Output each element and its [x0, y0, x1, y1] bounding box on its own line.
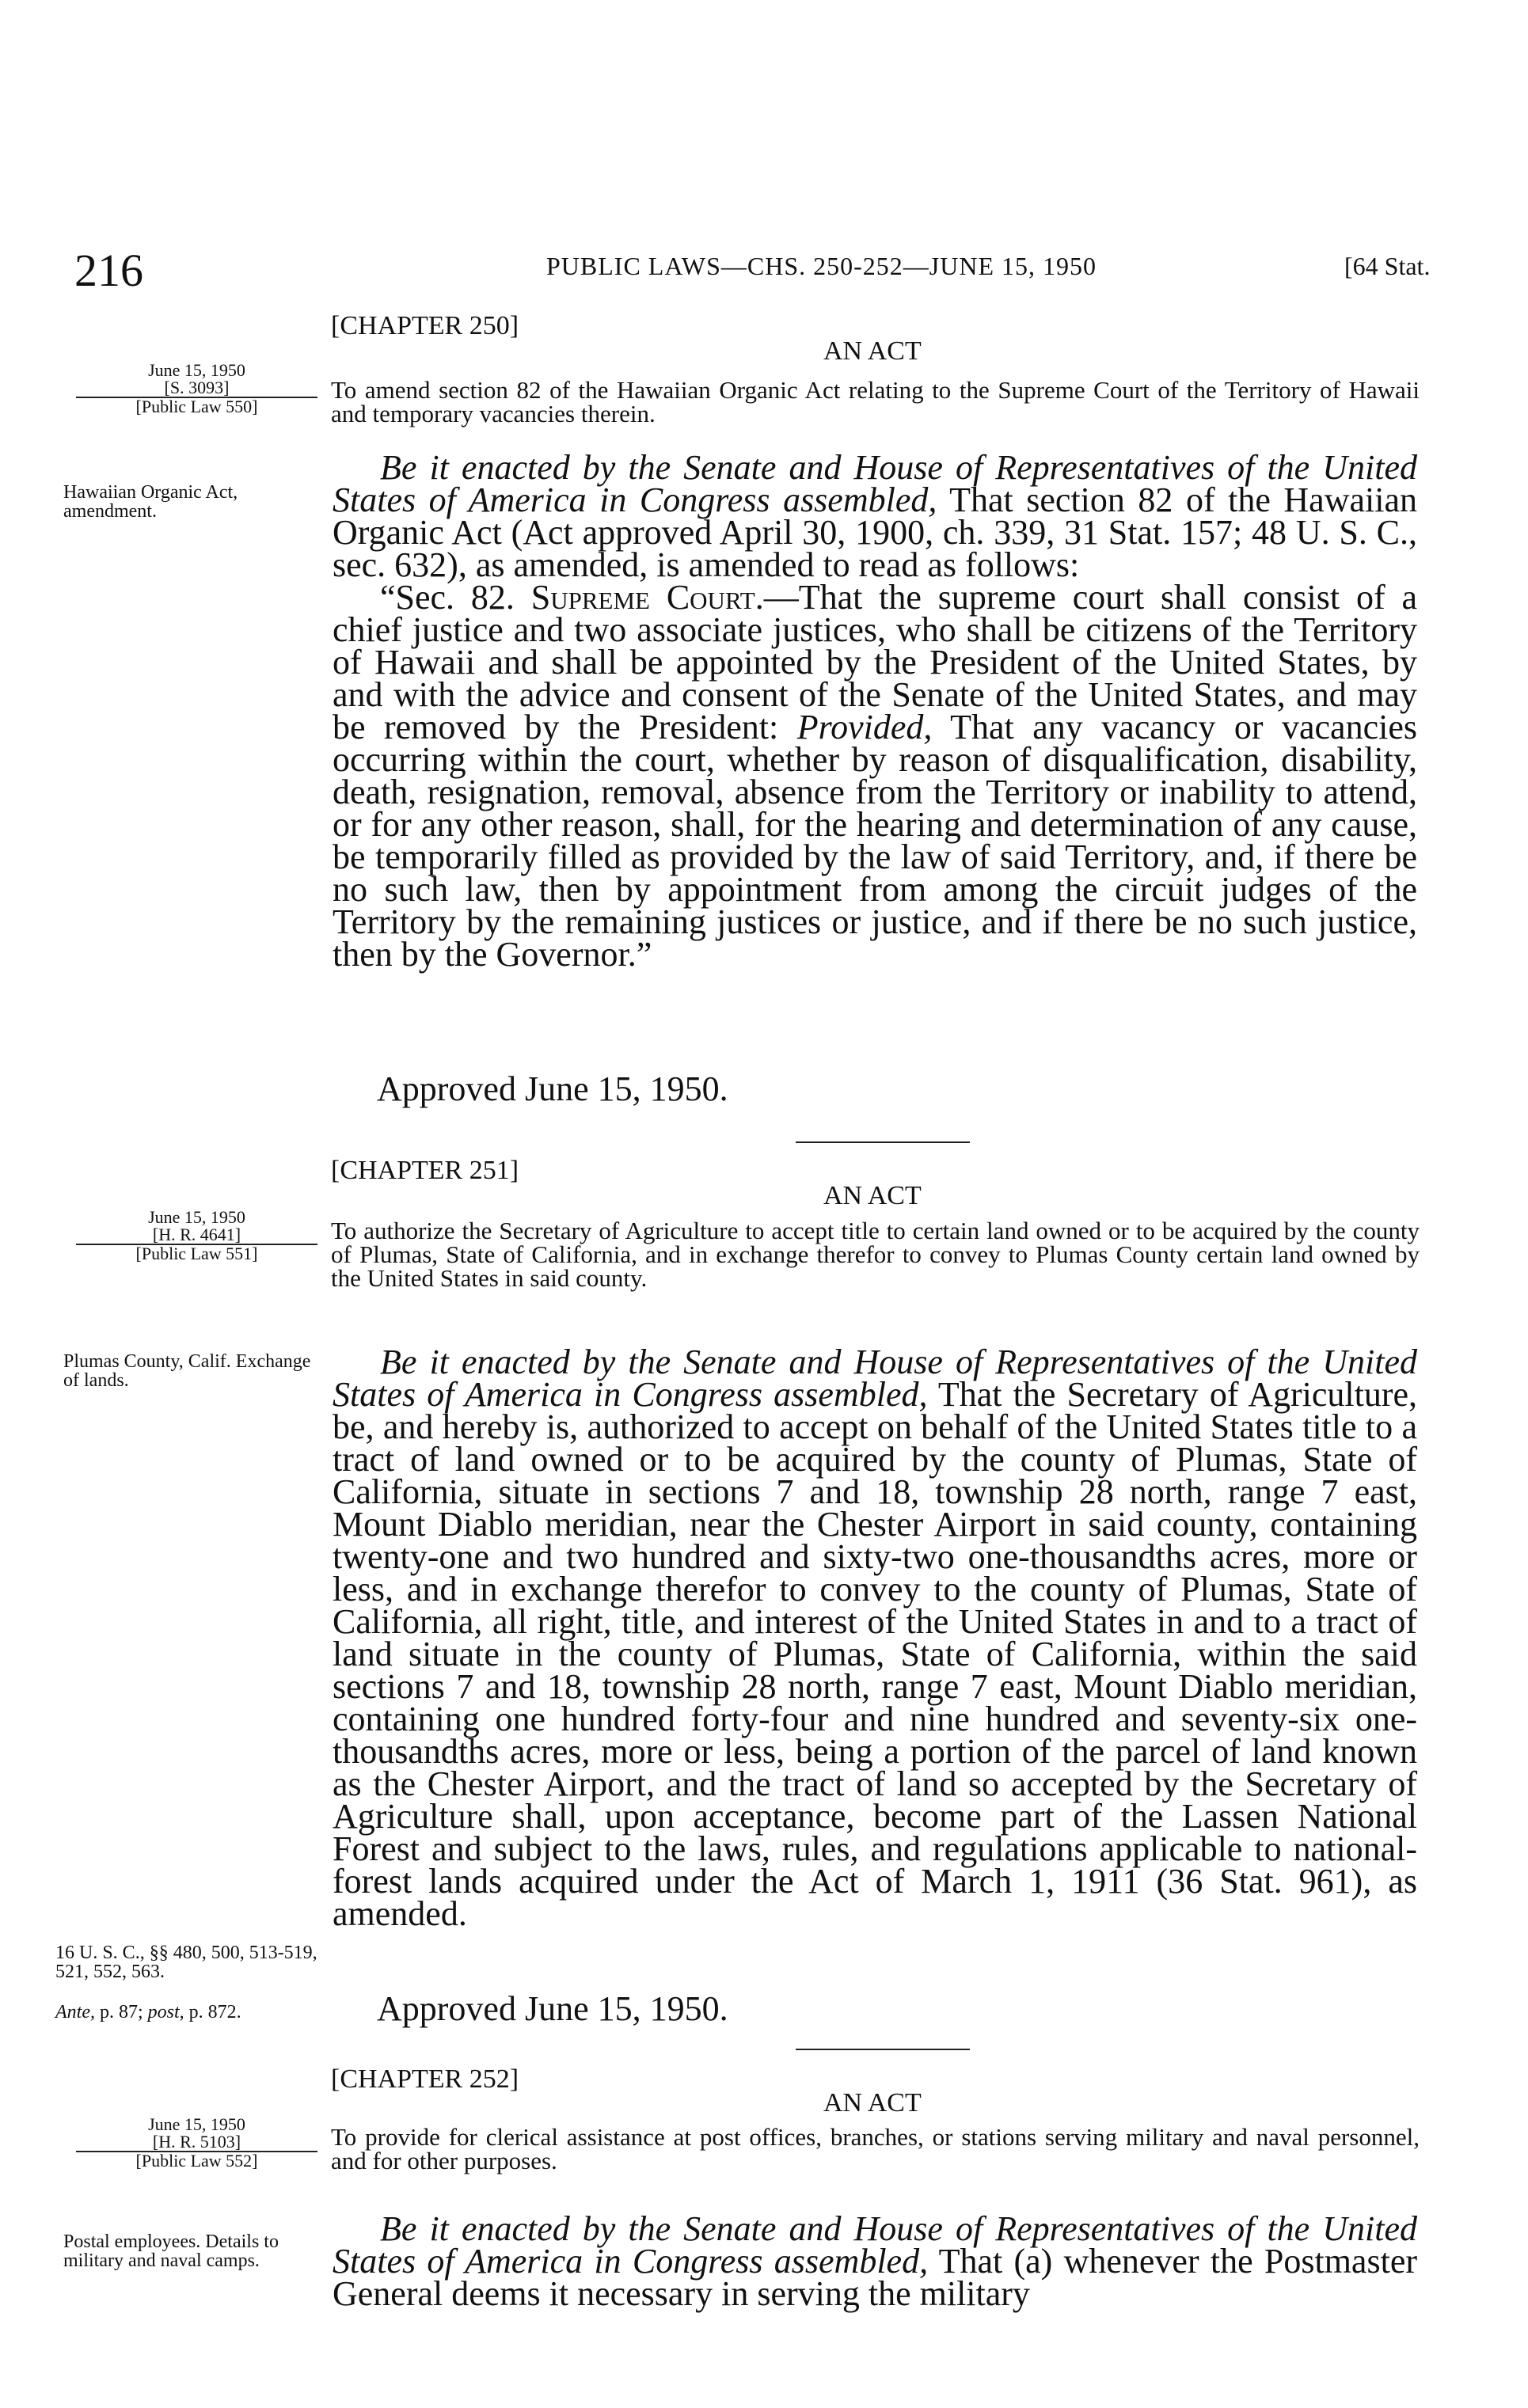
chapter-252-heading: AN ACT: [823, 2088, 922, 2117]
chapter-251-post-page: p. 872.: [184, 2002, 241, 2022]
chapter-252-margin-note: Postal employees. Details to military and naval camps.: [63, 2231, 279, 2271]
chapter-251-enacting-italic: Be it enacted by the Senate and House of Representatives of the United States of America in Congress assembled,: [333, 1343, 1417, 1414]
divider-rule: [796, 2049, 970, 2050]
chapter-252-label: [CHAPTER 252]: [331, 2064, 519, 2094]
chapter-250-margin-block: [76, 362, 317, 416]
chapter-251-bill: [H. R. 4641]: [76, 1226, 317, 1245]
chapter-252-body: [333, 2209, 1417, 2313]
chapter-251-margin-block: [76, 1209, 317, 1263]
chapter-251-body: [333, 1343, 1418, 1933]
chapter-252-bill: [H. R. 5103]: [76, 2133, 317, 2152]
chapter-252-enacting-italic: Be it enacted by the Senate and House of Representatives of the United States of America in Congress assembled,: [333, 2209, 1417, 2281]
chapter-252-title: To provide for clerical assistance at post offices, branches, or stations serving military and naval personnel, and for other purposes.: [331, 2123, 1420, 2174]
chapter-250-date: June 15, 1950: [148, 360, 245, 380]
chapter-250-section-caption: Supreme Court: [530, 578, 755, 617]
chapter-252-margin-block: [76, 2116, 317, 2170]
chapter-252-date: June 15, 1950: [148, 2114, 245, 2134]
chapter-250-body: [333, 448, 1417, 974]
chapter-250-approved: Approved June 15, 1950.: [377, 1069, 728, 1108]
chapter-251-ante-page: p. 87;: [94, 2002, 148, 2022]
chapter-251-margin-crossref: [55, 2003, 325, 2022]
chapter-250-section-text-b: That any vacancy or vacancies occurring within the court, whether by reason of disqualification, disability, death, resignation, removal, absence from the Territory or inability to attend, or for any other reason, shall, for the hearing and determination of any cause, be temporarily filled as provided by the law of said Territory, and, if there be no such law, then by appointment from among the circuit judges of the Territory by the remaining justices or justice, and if there be no such justice, then by the Governor.”: [333, 708, 1417, 974]
volume-citation: [64 Stat.: [1344, 252, 1431, 280]
chapter-251-post: post,: [147, 2002, 184, 2022]
chapter-251-heading: AN ACT: [823, 1181, 922, 1210]
chapter-250-margin-note: Hawaiian Organic Act, amendment.: [63, 482, 238, 522]
chapter-251-label: [CHAPTER 251]: [331, 1156, 519, 1185]
chapter-250-provided: Provided,: [796, 708, 933, 746]
chapter-250-bill: [S. 3093]: [76, 379, 317, 398]
chapter-252-enacting-clause: [333, 2209, 1417, 2313]
chapter-252-enacting-text: That (a) whenever the Postmaster General deems it necessary in serving the military: [333, 2242, 1417, 2313]
chapter-251-enacting-clause: [333, 1343, 1418, 1933]
chapter-251-enacting-text: That the Secretary of Agriculture, be, and hereby is, authorized to accept on behalf of the United States title to a tract of land owned or to be acquired by the county of Plumas, State of California, situate in sections 7 and 18, township 28 north, range 7 east, Mount Diablo meridian, near the Chester Airport in said county, containing twenty-one and two hundred and sixty-two one-thousandths acres, more or less, and in exchange therefor to convey to the county of Plumas, State of California, all right, title, and interest of the United States in and to a tract of land situate in the county of Plumas, State of California, within the said sections 7 and 18, township 28 north, range 7 east, Mount Diablo meridian, containing one hundred forty-four and nine hundred and seventy-six one-thousandths acres, more or less, being a portion of the parcel of land known as the Chester Airport, and the tract of land so accepted by the Secretary of Agriculture shall, upon acceptance, become part of the Lassen National Forest and subject to the laws, rules, and regulations applicable to national-forest lands acquired under the Act of March 1, 1911 (36 Stat. 961), as amended.: [333, 1375, 1418, 1933]
chapter-250-title: To amend section 82 of the Hawaiian Organic Act relating to the Supreme Court of the Territory of Hawaii and temporary vacancies therein.: [331, 376, 1420, 427]
chapter-251-title: To authorize the Secretary of Agriculture to accept title to certain land owned or to be acquired by the county of Plumas, State of California, and in exchange therefor to convey to Plumas County certain land owned by the United States in said county.: [331, 1217, 1420, 1292]
running-title: PUBLIC LAWS—CHS. 250-252—JUNE 15, 1950: [546, 252, 1097, 280]
chapter-250-heading: AN ACT: [823, 336, 922, 366]
chapter-250-enacting-text: That section 82 of the Hawaiian Organic Act (Act approved April 30, 1900, ch. 339, 31 Stat. 157; 48 U. S. C., sec. 632), as amended, is amended to read as follows:: [333, 480, 1417, 584]
chapter-250-enacting-clause: [333, 448, 1417, 584]
divider-rule: [796, 1141, 970, 1143]
page-number: 216: [74, 245, 143, 296]
chapter-250-label: [CHAPTER 250]: [331, 311, 519, 340]
chapter-250-public-law: [Public Law 550]: [135, 397, 258, 416]
chapter-250-section-open: “Sec. 82.: [380, 578, 531, 617]
chapter-250-section-82: [333, 578, 1417, 974]
chapter-251-margin-citation: 16 U. S. C., §§ 480, 500, 513-519, 521, 552, 563.: [55, 1943, 317, 1982]
chapter-250-section-text-a: .—That the supreme court shall consist of a chief justice and two associate justices, who shall be citizens of the Territory of Hawaii and shall be appointed by the President of the United States, by and with the advice and consent of the Senate of the United States, and may be removed by the President:: [333, 578, 1417, 746]
chapter-251-ante: Ante,: [55, 2002, 95, 2022]
chapter-251-margin-note: Plumas County, Calif. Exchange of lands.: [63, 1351, 311, 1391]
chapter-251-public-law: [Public Law 551]: [135, 1244, 258, 1263]
chapter-251-date: June 15, 1950: [148, 1207, 245, 1227]
chapter-251-approved: Approved June 15, 1950.: [377, 1989, 728, 2028]
chapter-252-public-law: [Public Law 552]: [135, 2151, 258, 2171]
chapter-250-enacting-italic: Be it enacted by the Senate and House of Representatives of the United States of America in Congress assembled,: [333, 448, 1417, 519]
